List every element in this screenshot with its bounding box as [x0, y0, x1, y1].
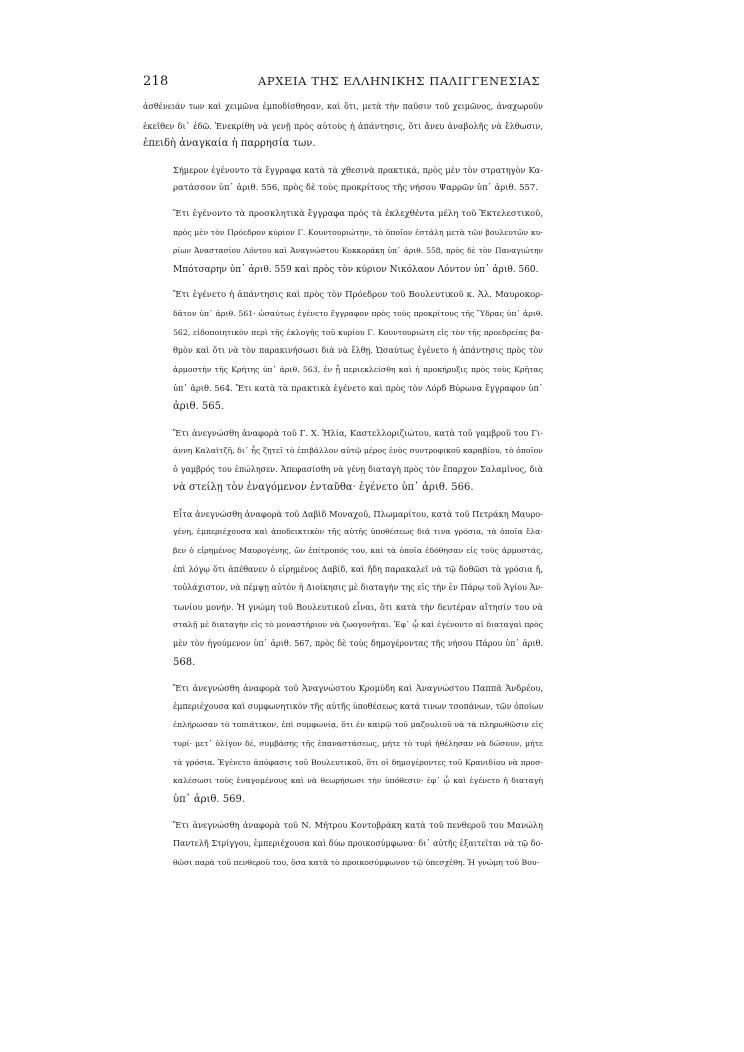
text-line: Μπότσαρην ὑπ᾽ ἀριθ. 559 καὶ πρὸς τὸν κύριον Νικόλαον Λόντον ὑπ᾽ ἀριθ. 560.: [173, 264, 539, 275]
paragraph: [143, 505, 543, 672]
text-line: Παντελῆ Στρίγγου, ἐμπεριέχουσα καὶ δύω προικοσύμφωνα· δι᾽ αὐτῆς ἐξαιτεῖται νὰ τῷ δο-: [173, 838, 543, 848]
text-line: σταλῇ μὲ διαταγὴν εἰς τὸ μοναστήριον νὰ ζωογονῆται. Ἐφ᾽ ᾧ καὶ ἐγένοντο αἱ διαταγαὶ πρὸς: [173, 620, 543, 630]
paragraph: [143, 424, 543, 498]
text-line: ὑπ᾽ ἀριθ. 564. Ἔτι κατὰ τὰ πρακτικὰ ἐγένετο καὶ πρὸς τὸν Λόρδ Βύρωνα ἔγγραφον ὑπ᾽: [173, 383, 543, 394]
text-line: ἀσθένειάν των καὶ χειμῶνα ἐμποδίσθησαν, καὶ ὅτι, μετὰ τὴν παῦσιν τοῦ χειμῶνος, ἀναχωροῦν: [143, 102, 543, 111]
text-line: ὁ γαμβρός του ἐπώλησεν. Ἀπεφασίσθη νὰ γένῃ διαταγὴ πρὸς τὸν ἔπαρχον Σαλαμῖνος, διὰ: [173, 464, 543, 474]
text-line: δᾶτον ὑπ᾽ ἀριθ. 561· ὡσαύτως ἐγένετο ἔγγραφον πρὸς τοὺς προκρίτους τῆς Ὕδρας ὑπ᾽ ἀριθ.: [173, 308, 543, 318]
text-line: τοὐλάχιστον, νὰ πέμψῃ αὐτὸν ἡ Διοίκησις μὲ διαταγήν της εἰς τὴν ἐν Πάρῳ τοῦ Ἁγίου Ἀν-: [173, 583, 543, 593]
page-header: [143, 74, 543, 94]
text-line: καλέσωσι τοὺς ἐναγομένους καὶ νὰ θεωρήσωσι τὴν ὑπόθεσιν· ἐφ᾽ ᾧ καὶ ἐγένετο ἡ διαταγὴ: [173, 776, 543, 786]
text-line: τυρί· μετ᾽ ὀλίγον δέ, συμβάσης τῆς ἐπαναστάσεως, μήτε τὸ τυρὶ ἠθέλησαν νὰ δώσουν, μήτε: [173, 739, 543, 748]
running-title: ΑΡΧΕΙΑ ΤΗΣ ΕΛΛΗΝΙΚΗΣ ΠΑΛΙΓΓΕΝΕΣΙΑΣ: [258, 74, 541, 88]
paragraph: [143, 98, 543, 154]
text-line: ἐπὶ λόγῳ ὅτι ἀπέθανεν ὁ εἰρημένος Δαβίδ, καὶ ἤδη παρακαλεῖ νὰ τῷ δοθῶσι τὰ γρόσια ἤ,: [173, 564, 543, 574]
text-line: μὲν τὸν ἡγούμενον ὑπ᾽ ἀριθ. 567, πρὸς δὲ τοὺς δημογέροντας τῆς νήσου Πάρου ὑπ᾽ ἀριθ.: [173, 639, 543, 649]
paragraph: [143, 205, 543, 279]
page-number: 218: [143, 74, 169, 89]
paragraph: [143, 161, 543, 198]
text-line: Εἶτα ἀνεγνώσθη ἀναφορὰ τοῦ Δαβὶδ Μοναχοῦ, Πλωμαρίτου, κατὰ τοῦ Πετράκη Μαυρο-: [173, 508, 543, 519]
body-text: [143, 98, 543, 879]
text-line: Ἔτι ἀνεγνώσθη ἀναφορὰ τοῦ Γ. Χ. Ἠλία, Καστελλοριζιώτου, κατὰ τοῦ γαμβροῦ του Γι-: [173, 427, 543, 438]
paragraph: [143, 679, 543, 809]
text-line: ἐπειδὴ ἀναγκαία ἡ παρρησία των.: [143, 138, 316, 150]
text-line: τωνίου μονήν. Ἡ γνώμη τοῦ Βουλευτικοῦ εἶναι, ὅτι κατὰ τὴν δευτέραν αἴτησίν του νὰ: [173, 601, 543, 612]
text-line: πρὸς μὲν τὸν Πρόεδρον κύριον Γ. Κουντουριώτην, τὸ ὁποῖον ἐστάλη μετὰ τῶν βουλευτῶν κυ-: [173, 227, 543, 237]
text-line: ἐκεῖθεν δι᾽ ἐδῶ. Ἐνεκρίθη νὰ γενῇ πρὸς αὐτοὺς ἡ ἀπάντησις, ὅτι ἄνευ ἀναβολῆς νὰ ἔλθωσιν,: [143, 120, 543, 131]
text-line: ἀριθ. 565.: [173, 400, 225, 412]
text-line: τὰ γρόσια. Ἐγένετο ἀπόφασις τοῦ Βουλευτικοῦ, ὅτι οἱ δημογέροντες τοῦ Κρανιδίου νὰ προσ-: [173, 757, 543, 767]
text-line: γένη, ἐμπεριέχουσα καὶ ἀποδεικτικὸν τῆς αὐτῆς ὑποθέσεως διά τινα γρόσια, τὰ ὁποῖα ἔλα-: [173, 527, 543, 537]
text-line: Σήμερον ἐγένοντο τὰ ἔγγραφα κατὰ τὰ χθεσινὰ πρακτικά, πρὸς μὲν τὸν στρατηγὸν Κα-: [173, 164, 543, 175]
paragraph: [143, 286, 543, 416]
text-line: ρίων Ἀναστασίου Λόντου καὶ Ἀναγνώστου Κοκκοράκη ὑπ᾽ ἀριθ. 558, πρὸς δὲ τὸν Παναγιώτην: [173, 246, 543, 256]
text-line: Ἔτι ἀνεγνώσθη ἀναφορὰ τοῦ Ν. Μήτρου Κοντοβράκη κατὰ τοῦ πενθεροῦ του Μανώλη: [173, 820, 543, 831]
text-line: θμὸν καὶ ὅτι νὰ τὸν παρακινήσωσι διὰ νὰ ἔλθῃ. Ὡσαύτως ἐγένετο ἡ ἀπάντησις πρὸς τὸν: [173, 346, 543, 356]
text-line: Ἔτι ἀνεγνώσθη ἀναφορὰ τοῦ Ἀναγνώστου Κρομύδη καὶ Ἀναγνώστου Παππᾶ Ἀνδρέου,: [173, 683, 543, 694]
text-line: θῶσι παρὰ τοῦ πενθεροῦ του, ὅσα κατὰ τὸ προικοσύμφωνον τῷ ὑπεσχέθη. Ἡ γνώμη τοῦ Βου-: [173, 857, 540, 867]
text-line: 568.: [173, 656, 196, 668]
text-line: Ἔτι ἐγένετο ἡ ἀπάντησις καὶ πρὸς τὸν Πρόεδρον τοῦ Βουλευτικοῦ κ. Ἀλ. Μαυροκορ-: [173, 290, 543, 301]
text-line: άννη Καλαϊτζῆ, δι᾽ ἧς ζητεῖ τὸ ἐπιβάλλον αὐτῷ μέρος ἑνὸς συντροφικοῦ καραβίου, τὸ ὁποῖον: [173, 446, 543, 456]
text-line: ἐμπεριέχουσα καὶ συμφωνητικὸν τῆς αὐτῆς ὑποθέσεως κατά τινων τσοπάνων, τῶν ὁποίων: [173, 701, 543, 711]
text-line: ἁρμοστὴν τῆς Κρήτης ὑπ᾽ ἀριθ. 563, ἐν ᾗ περιεκλείσθη καὶ ἡ προκήρυξις πρὸς τοὺς Κρῆτας: [173, 364, 543, 374]
text-line: νὰ στείλῃ τὸν ἐναγόμενον ἐνταῦθα· ἐγένετο ὑπ᾽ ἀριθ. 566.: [173, 482, 474, 494]
text-line: Ἔτι ἐγένοντο τὰ προσκλητικὰ ἔγγραφα πρὸς τὰ ἐκλεχθέντα μέλη τοῦ Ἐκτελεστικοῦ,: [173, 208, 543, 219]
text-line: ὑπ᾽ ἀριθ. 569.: [173, 793, 246, 805]
text-line: ρατάσσον ὑπ᾽ ἀριθ. 556, πρὸς δὲ τοὺς προκρίτους τῆς νήσου Ψαρρῶν ὑπ᾽ ἀριθ. 557.: [173, 183, 538, 194]
text-line: ἐπλήρωσαν τὸ τοπιάτικον, ἐπὶ συμφωνίᾳ, ὅτι ἐν καιρῷ τοῦ μαζουλιοῦ νὰ τὰ πληρωθῶσιν εἰς: [173, 720, 543, 730]
text-line: 562, εἰδοποιητικὸν περὶ τῆς ἐκλογῆς τοῦ κυρίου Γ. Κουντουριώτη εἰς τὸν τῆς προεδρείας βα-: [173, 327, 543, 337]
text-line: βεν ὁ εἰρημένος Μαυρογένης, ὢν ἐπίτροπός του, καὶ τὰ ὁποῖα ἐδόθησαν εἰς τοὺς ἁρμοστάς,: [173, 546, 543, 556]
paragraph: [143, 816, 543, 872]
